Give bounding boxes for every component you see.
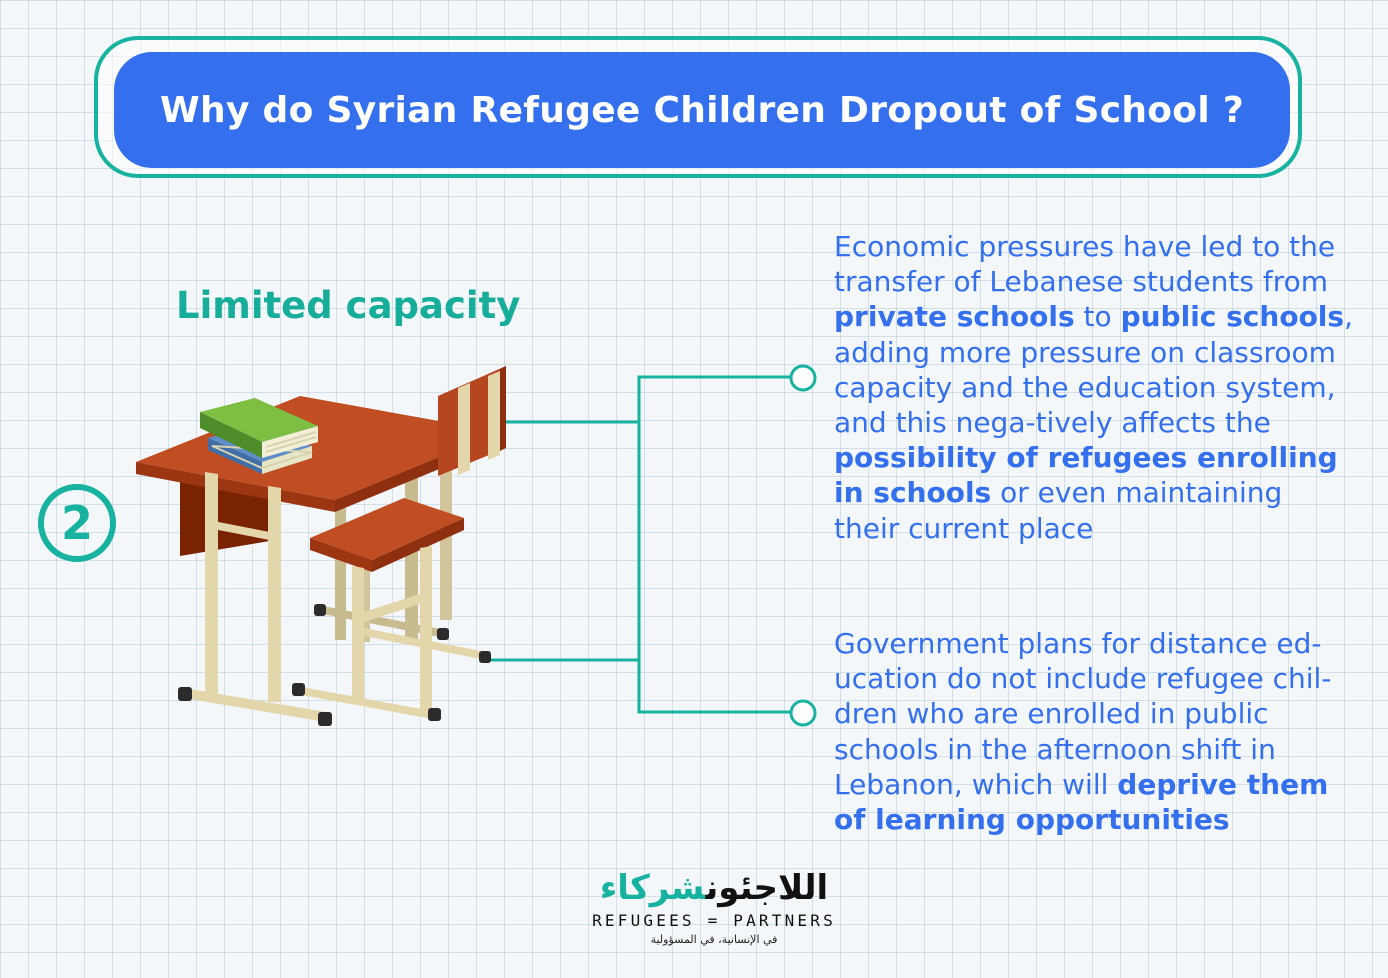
- section-number: 2: [60, 496, 93, 550]
- highlight-enrolling: possibility of refugees enrolling in schools: [834, 441, 1338, 510]
- section-heading: Limited capacity: [176, 284, 521, 327]
- paragraph-text: Economic pressures have led to the transfer of Lebanese students from: [834, 230, 1336, 299]
- logo-arabic-part1: اللاجئون: [705, 868, 829, 908]
- paragraph-text: to: [1074, 300, 1121, 334]
- page-title: Why do Syrian Refugee Children Dropout of School ?: [160, 89, 1244, 131]
- refugees-partners-logo: [574, 868, 854, 958]
- highlight-deprive: deprive them of learning opportunities: [834, 767, 1329, 837]
- paragraph-text: Government plans for distance ed-ucation do not include refugee chil-dren who are enrolled in public schools in the afternoon shift in Lebanon, which will: [834, 627, 1332, 801]
- paragraph-text: , adding more pressure on classroom capacity and the education system, and this nega-tively affects the: [834, 300, 1353, 440]
- paragraph-economic-pressures: [834, 229, 1354, 546]
- paragraph-distance-education: [834, 626, 1354, 837]
- chair-front-legs: [292, 546, 491, 721]
- highlight-public-schools: public schools: [1120, 300, 1345, 334]
- chair-backrest: [438, 366, 506, 476]
- logo-arabic-part2: شركاء: [599, 868, 706, 908]
- logo-tagline: في الإنسانية، في المسؤولية: [650, 933, 778, 946]
- logo-english: REFUGEES = PARTNERS: [592, 911, 836, 930]
- logo-arabic: [574, 868, 854, 908]
- paragraph-text: or even maintaining their current place: [834, 476, 1283, 545]
- highlight-private-schools: private schools: [834, 300, 1075, 334]
